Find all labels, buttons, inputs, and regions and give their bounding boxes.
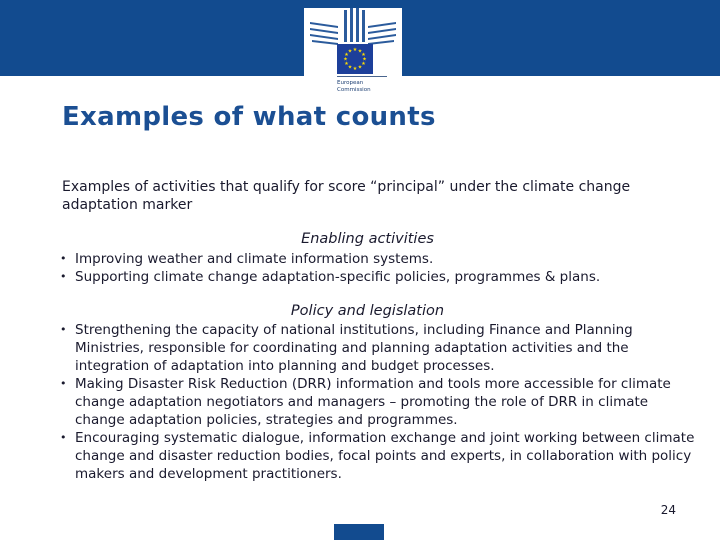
logo-wordmark: European Commission: [337, 80, 371, 93]
page-number: 24: [660, 503, 676, 517]
footer-bar: [334, 524, 384, 540]
svg-text:★: ★: [347, 48, 353, 55]
enabling-activities-list: [60, 250, 700, 286]
svg-text:★: ★: [352, 47, 358, 53]
svg-text:★: ★: [361, 61, 366, 67]
slide-title: Examples of what counts: [62, 102, 436, 132]
svg-text:★: ★: [344, 61, 349, 67]
list-item: • Supporting climate change adaptation-specific policies, programmes & plans.: [60, 268, 700, 286]
svg-text:★: ★: [362, 56, 367, 63]
european-commission-logo: [304, 8, 402, 100]
policy-legislation-list: [60, 321, 700, 483]
svg-text:★: ★: [347, 64, 353, 71]
list-item: • Encouraging systematic dialogue, information exchange and joint working between climate change and disaster reduction bodies, focal points and experts, in collaboration with policy makers and development practitioners.: [60, 429, 700, 483]
list-item: • Strengthening the capacity of national institutions, including Finance and Planning Ministries, responsible for coordinating and planning adaptation activities and the integration of adaptation into planning and budget processes.: [60, 321, 700, 375]
list-item: • Improving weather and climate information systems.: [60, 250, 700, 268]
section-heading-policy: Policy and legislation: [290, 303, 445, 319]
intro-text: Examples of activities that qualify for score “principal” under the climate change adaptation marker: [62, 179, 631, 213]
svg-text:★: ★: [344, 52, 349, 58]
svg-text:★: ★: [357, 64, 363, 71]
list-item: • Making Disaster Risk Reduction (DRR) information and tools more accessible for climate change adaptation negotiators and managers – promoting the role of DRR in climate change adaptation policies, strategies and programmes.: [60, 375, 700, 429]
svg-text:★: ★: [357, 48, 363, 55]
svg-text:★: ★: [361, 52, 366, 58]
svg-text:★: ★: [343, 56, 348, 63]
section-heading-enabling: Enabling activities: [301, 231, 434, 247]
svg-text:★: ★: [352, 66, 358, 72]
